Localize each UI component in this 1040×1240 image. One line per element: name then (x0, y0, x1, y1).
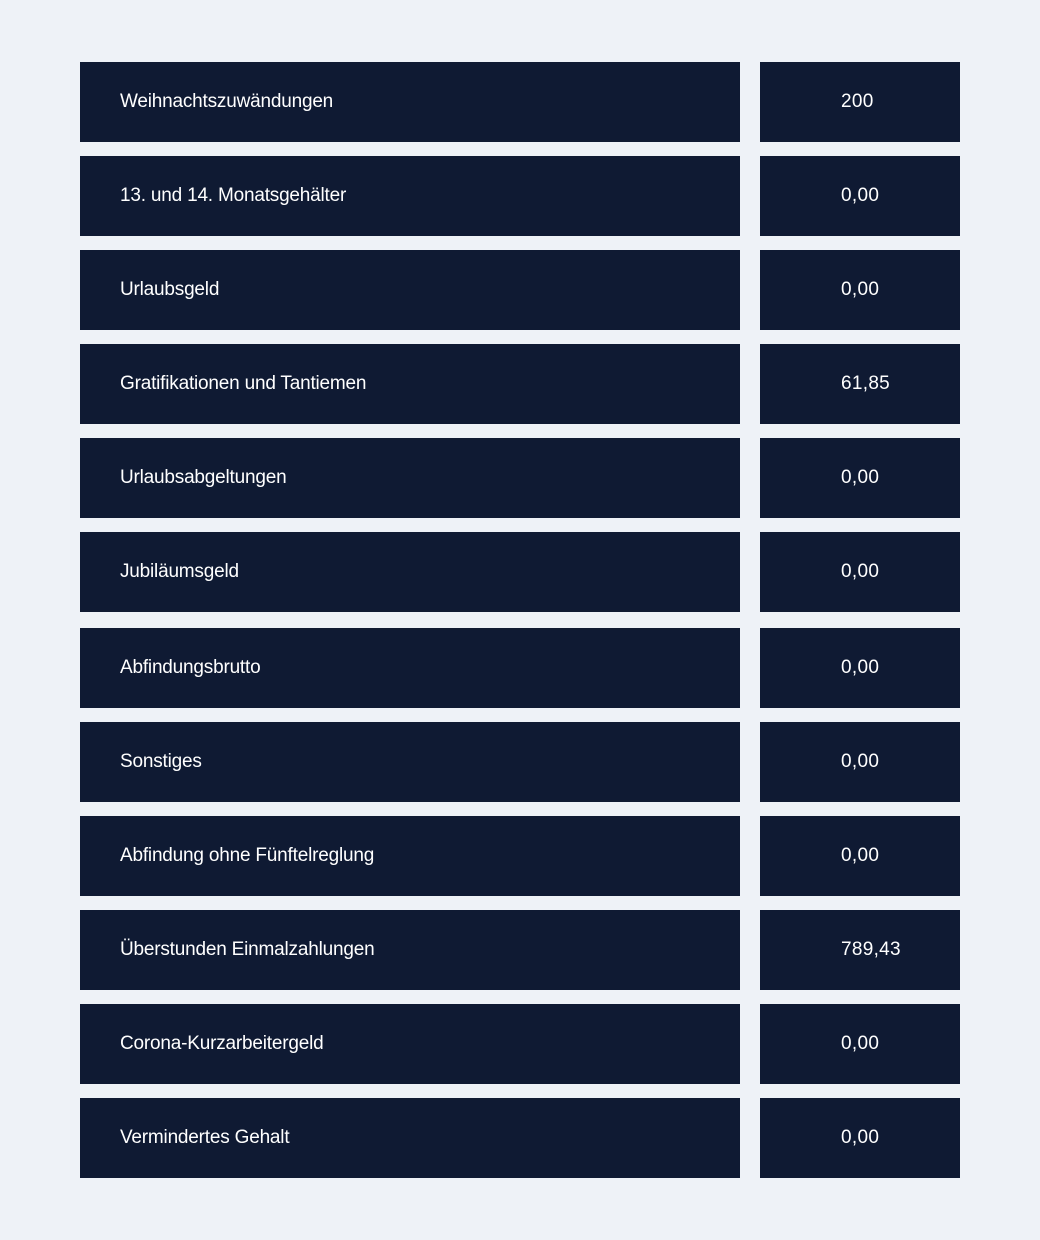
row-label: Abfindung ohne Fünftelreglung (80, 816, 740, 896)
row-monatsgehaelter (80, 156, 960, 236)
row-ueberstunden (80, 910, 960, 990)
payment-rows (80, 0, 960, 1240)
row-value-input[interactable] (841, 185, 951, 207)
row-label: 13. und 14. Monatsgehälter (80, 156, 740, 236)
row-value-cell[interactable] (760, 62, 960, 142)
row-value-input[interactable] (841, 373, 951, 395)
row-corona-kurzarbeitergeld (80, 1004, 960, 1084)
row-value-cell[interactable] (760, 722, 960, 802)
row-urlaubsgeld (80, 250, 960, 330)
row-value-cell[interactable] (760, 1098, 960, 1178)
row-label: Vermindertes Gehalt (80, 1098, 740, 1178)
row-value-cell[interactable] (760, 532, 960, 612)
row-value-cell[interactable] (760, 344, 960, 424)
row-jubilaeumsgeld (80, 532, 960, 612)
row-value-input[interactable] (841, 279, 951, 301)
row-label: Überstunden Einmalzahlungen (80, 910, 740, 990)
row-value-input[interactable] (841, 91, 951, 113)
row-label: Urlaubsabgeltungen (80, 438, 740, 518)
row-value-input[interactable] (841, 1033, 951, 1055)
row-label: Sonstiges (80, 722, 740, 802)
row-value-input[interactable] (841, 467, 951, 489)
row-value-input[interactable] (841, 939, 951, 961)
row-label: Corona-Kurzarbeitergeld (80, 1004, 740, 1084)
row-label: Weihnachtszuwändungen (80, 62, 740, 142)
row-vermindertes-gehalt (80, 1098, 960, 1178)
row-value-cell[interactable] (760, 438, 960, 518)
row-label: Gratifikationen und Tantiemen (80, 344, 740, 424)
row-value-cell[interactable] (760, 910, 960, 990)
row-value-cell[interactable] (760, 156, 960, 236)
row-urlaubsabgeltungen (80, 438, 960, 518)
row-value-input[interactable] (841, 561, 951, 583)
row-abfindungsbrutto (80, 628, 960, 708)
row-label: Jubiläumsgeld (80, 532, 740, 612)
row-value-cell[interactable] (760, 816, 960, 896)
row-value-cell[interactable] (760, 1004, 960, 1084)
row-abfindung-ohne-fuenftelreglung (80, 816, 960, 896)
row-label: Abfindungsbrutto (80, 628, 740, 708)
row-value-cell[interactable] (760, 250, 960, 330)
row-value-input[interactable] (841, 751, 951, 773)
row-weihnachtszuwaendungen (80, 62, 960, 142)
row-label: Urlaubsgeld (80, 250, 740, 330)
row-gratifikationen (80, 344, 960, 424)
row-value-input[interactable] (841, 1127, 951, 1149)
row-value-input[interactable] (841, 845, 951, 867)
row-value-cell[interactable] (760, 628, 960, 708)
row-sonstiges (80, 722, 960, 802)
row-value-input[interactable] (841, 657, 951, 679)
